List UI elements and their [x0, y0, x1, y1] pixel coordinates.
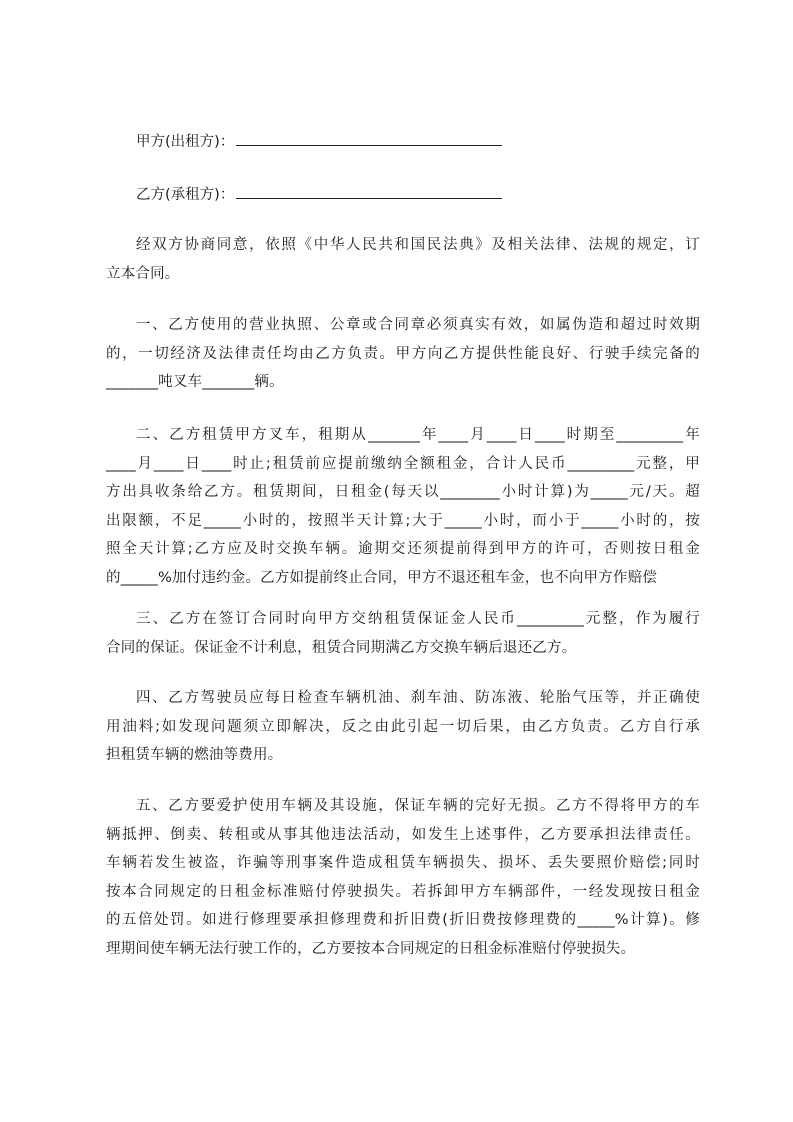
party-b-line [136, 184, 502, 205]
clause-2-line: ____月____日____时止;租赁前应提前缴纳全额租金，合计人民币_________元整，甲 [106, 455, 700, 472]
clause-3-line: 合同的保证。保证金不计利息，租赁合同期满乙方交换车辆后退还乙方。 [106, 639, 577, 656]
clause-1 [106, 311, 700, 397]
clause-4 [106, 684, 700, 770]
intro-line: 立本合同。 [106, 265, 180, 282]
party-b-label: 乙方(承租方)： [136, 187, 235, 203]
clause-4-line: 用油料;如发现问题须立即解决，反之由此引起一切后果，由乙方负责。乙方自行承 [106, 718, 700, 735]
clause-3-line: 三、乙方在签订合同时向甲方交纳租赁保证金人民币_________元整，作为履行 [136, 611, 700, 627]
clause-2-line: 照全天计算;乙方应及时交换车辆。逾期交还须提前得到甲方的许可，否则按日租金 [106, 541, 700, 557]
clause-1-line: 一、乙方使用的营业执照、公章或合同章必须真实有效，如属伪造和超过时效期 [136, 317, 700, 333]
clause-2-line: 二、乙方租赁甲方叉车，租期从_______年____月____日____时期至_________年 [136, 427, 700, 443]
clause-4-line: 四、乙方驾驶员应每日检查车辆机油、刹车油、防冻液、轮胎气压等，并正确使 [136, 690, 700, 706]
clause-2-line: 方出具收条给乙方。租赁期间，日租金(每天以________小时计算)为_____元/天。超 [106, 484, 700, 500]
clause-5 [106, 792, 700, 963]
clause-4-line: 担租赁车辆的燃油等费用。 [106, 747, 283, 763]
party-a-label: 甲方(出租方)： [136, 134, 235, 150]
clause-5-line: 的五倍处罚。如进行修理要承担修理费和折旧费(折旧费按修理费的_____%计算)。修 [106, 912, 700, 928]
clause-1-line: _______吨叉车_______辆。 [106, 374, 284, 390]
clause-1-line: 的，一切经济及法律责任均由乙方负责。甲方向乙方提供性能良好、行驶手续完备的 [106, 345, 700, 362]
clause-5-line: 五、乙方要爱护使用车辆及其设施，保证车辆的完好无损。乙方不得将甲方的车 [136, 798, 700, 814]
clause-5-line: 理期间使车辆无法行驶工作的，乙方要按本合同规定的日租金标准赔付停驶损失。 [106, 940, 636, 957]
clause-3 [106, 605, 700, 662]
clause-2-line: 出限额，不足_____小时的，按照半天计算;大于_____小时，而小于_____小时的，按 [106, 512, 700, 529]
clause-5-line: 车辆若发生被盗，诈骗等刑事案件造成租赁车辆损失、损坏、丢失要照价赔偿;同时 [106, 855, 700, 871]
clause-2 [106, 421, 700, 592]
clause-5-line: 辆抵押、倒卖、转租或从事其他违法活动，如发生上述事件，乙方要承担法律责任。 [106, 826, 700, 843]
party-a-blank [236, 131, 502, 146]
party-b-blank [236, 184, 502, 199]
intro-line: 经双方协商同意，依照《中华人民共和国民法典》及相关法律、法规的规定，订 [136, 237, 700, 253]
party-a-line [136, 131, 502, 152]
clause-5-line: 按本合同规定的日租金标准赔付停驶损失。若拆卸甲方车辆部件，一经发现按日租金 [106, 883, 700, 900]
intro-paragraph [106, 231, 700, 288]
clause-2-line: 的_____%加付违约金。乙方如提前终止合同，甲方不退还租车金，也不向甲方作赔偿 [106, 569, 658, 586]
